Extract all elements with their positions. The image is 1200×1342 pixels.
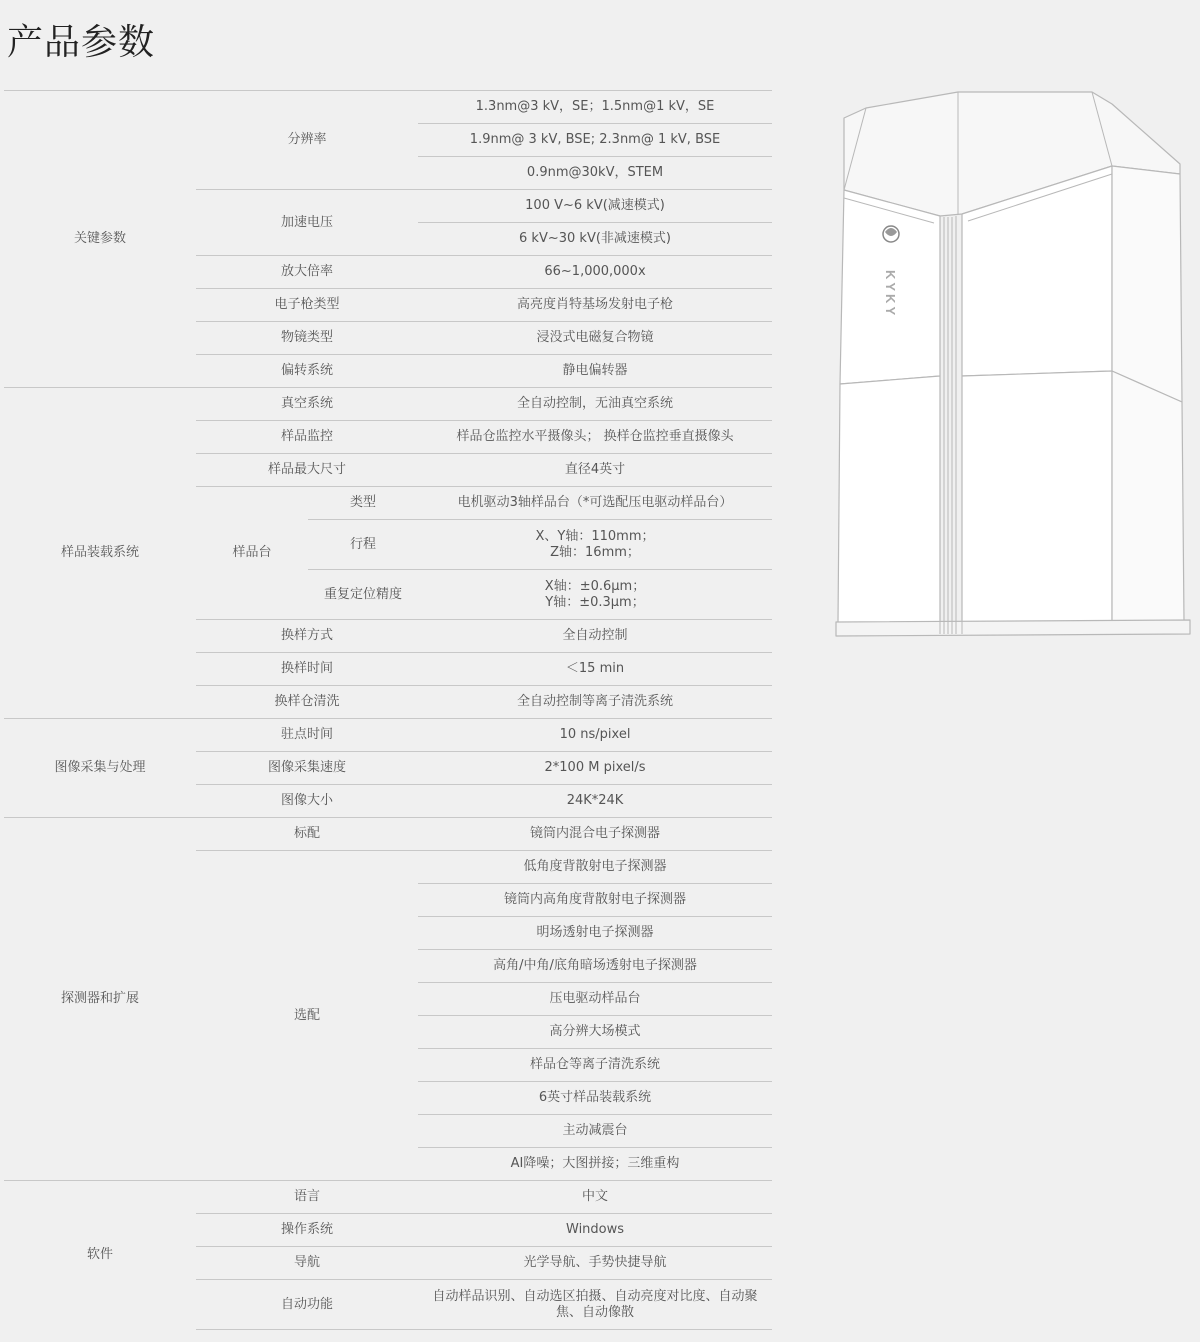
param-value: 镜筒内高角度背散射电子探测器 — [418, 884, 772, 917]
param-value: 6 kV~30 kV(非减速模式) — [418, 223, 772, 256]
param-label-exchange-mode: 换样方式 — [196, 620, 418, 653]
table-row — [4, 1181, 772, 1214]
value-line: X轴：±0.6μm； — [544, 578, 646, 594]
spec-table — [4, 90, 772, 1330]
param-label-max-size: 样品最大尺寸 — [196, 454, 418, 487]
param-value: AI降噪；大图拼接；三维重构 — [418, 1148, 772, 1181]
param-label-exchange-time: 换样时间 — [196, 653, 418, 686]
lower-left-panel — [838, 376, 940, 626]
param-label-cleaning: 换样仓清洗 — [196, 686, 418, 719]
param-label-optional: 选配 — [196, 851, 418, 1181]
param-value: 1.3nm@3 kV，SE；1.5nm@1 kV，SE — [418, 91, 772, 124]
right-side-lower — [1112, 371, 1184, 626]
param-value: 高分辨大场模式 — [418, 1016, 772, 1049]
section-label-sample: 样品装载系统 — [4, 388, 196, 719]
right-side-upper — [1112, 166, 1182, 402]
param-label-voltage: 加速电压 — [196, 190, 418, 256]
param-label-language: 语言 — [196, 1181, 418, 1214]
param-value: 高亮度肖特基场发射电子枪 — [418, 289, 772, 322]
lower-right-panel — [962, 371, 1112, 626]
param-value-multiline — [418, 570, 772, 620]
param-value: Windows — [418, 1214, 772, 1247]
param-label-monitor: 样品监控 — [196, 421, 418, 454]
param-value: 66~1,000,000x — [418, 256, 772, 289]
param-value: ＜15 min — [418, 653, 772, 686]
section-label-software: 软件 — [4, 1181, 196, 1330]
brand-wordmark: KYKY — [883, 270, 898, 319]
param-label-deflection: 偏转系统 — [196, 355, 418, 388]
param-value: 静电偏转器 — [418, 355, 772, 388]
param-value: 2*100 M pixel/s — [418, 752, 772, 785]
value-line: 自动样品识别、自动选区拍摄、自动亮度对比度、自动聚 — [432, 1288, 758, 1304]
value-line: Y轴：±0.3μm； — [545, 594, 645, 610]
param-sublabel-travel: 行程 — [308, 520, 418, 570]
param-value: 全自动控制 — [418, 620, 772, 653]
param-value-multiline — [418, 1280, 772, 1330]
param-value: 光学导航、手势快捷导航 — [418, 1247, 772, 1280]
param-value: 明场透射电子探测器 — [418, 917, 772, 950]
param-label-resolution: 分辨率 — [196, 91, 418, 190]
param-label-stage: 样品台 — [196, 487, 308, 620]
param-sublabel-repeat: 重复定位精度 — [308, 570, 418, 620]
param-label-dwell: 驻点时间 — [196, 719, 418, 752]
table-row — [4, 818, 772, 851]
param-label-vacuum: 真空系统 — [196, 388, 418, 421]
param-label-image-size: 图像大小 — [196, 785, 418, 818]
param-label-os: 操作系统 — [196, 1214, 418, 1247]
param-value: 100 V~6 kV(减速模式) — [418, 190, 772, 223]
param-value: 低角度背散射电子探测器 — [418, 851, 772, 884]
param-value: 中文 — [418, 1181, 772, 1214]
param-value: 10 ns/pixel — [418, 719, 772, 752]
section-label-imaging: 图像采集与处理 — [4, 719, 196, 818]
value-line: X、Y轴：110mm； — [535, 528, 655, 544]
param-value: 0.9nm@30kV，STEM — [418, 157, 772, 190]
page-title: 产品参数 — [7, 22, 156, 63]
base-plinth — [836, 620, 1190, 636]
param-value: 1.9nm@ 3 kV, BSE; 2.3nm@ 1 kV, BSE — [418, 124, 772, 157]
param-value: 样品仓监控水平摄像头； 换样仓监控垂直摄像头 — [418, 421, 772, 454]
table-row — [4, 91, 772, 124]
param-value: 镜筒内混合电子探测器 — [418, 818, 772, 851]
param-value: 全自动控制，无油真空系统 — [418, 388, 772, 421]
value-line: 焦、自动像散 — [556, 1304, 635, 1320]
param-value: 浸没式电磁复合物镜 — [418, 322, 772, 355]
param-label-objective: 物镜类型 — [196, 322, 418, 355]
param-label-auto: 自动功能 — [196, 1280, 418, 1330]
param-value: 直径4英寸 — [418, 454, 772, 487]
param-value: 电机驱动3轴样品台（*可选配压电驱动样品台） — [418, 487, 772, 520]
param-value-multiline — [418, 520, 772, 570]
param-value: 6英寸样品装载系统 — [418, 1082, 772, 1115]
product-illustration — [830, 86, 1200, 646]
table-row — [4, 388, 772, 421]
param-value: 主动减震台 — [418, 1115, 772, 1148]
section-label-key: 关键参数 — [4, 91, 196, 388]
param-label-speed: 图像采集速度 — [196, 752, 418, 785]
param-value: 24K*24K — [418, 785, 772, 818]
param-label-standard: 标配 — [196, 818, 418, 851]
param-value: 高角/中角/底角暗场透射电子探测器 — [418, 950, 772, 983]
table-row — [4, 719, 772, 752]
param-value: 全自动控制等离子清洗系统 — [418, 686, 772, 719]
param-value: 压电驱动样品台 — [418, 983, 772, 1016]
value-line: Z轴：16mm； — [550, 544, 640, 560]
param-value: 样品仓等离子清洗系统 — [418, 1049, 772, 1082]
param-label-gun: 电子枪类型 — [196, 289, 418, 322]
param-label-magnification: 放大倍率 — [196, 256, 418, 289]
param-label-navigation: 导航 — [196, 1247, 418, 1280]
param-sublabel-type: 类型 — [308, 487, 418, 520]
section-label-detectors: 探测器和扩展 — [4, 818, 196, 1181]
